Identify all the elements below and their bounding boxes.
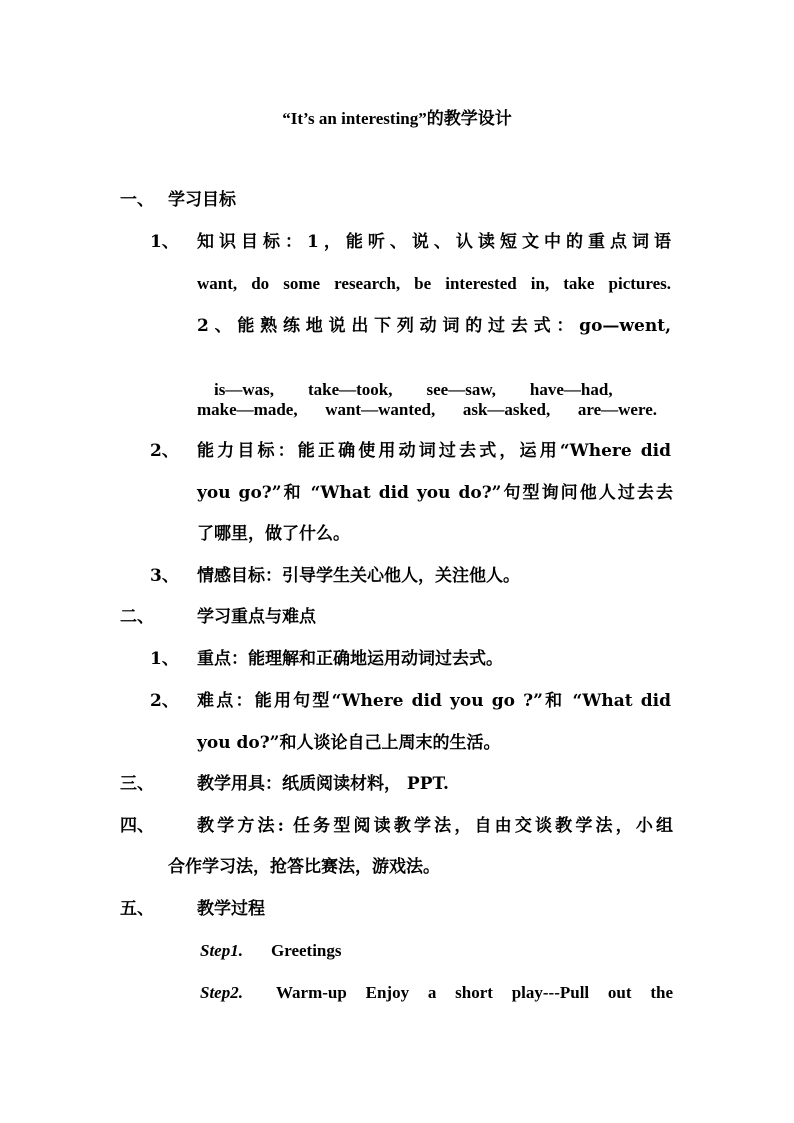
section-3-marker: 三、 [120, 774, 154, 794]
item-1-3-line-1: 情感目标：引导学生关心他人，关注他人。 [197, 566, 520, 586]
step-2-label: Step2. [200, 983, 243, 1002]
section-5-heading: 教学过程 [197, 899, 265, 919]
item-1-2-marker: 2、 [150, 441, 179, 461]
step-2-text: Warm-up Enjoy a short play---Pull out the [276, 983, 673, 1002]
step-1-text: Greetings [271, 941, 342, 960]
item-2-1-line-1: 重点：能理解和正确地运用动词过去式。 [197, 649, 503, 669]
item-1-1-line-3: 2、能熟练地说出下列动词的过去式：go—went, [197, 316, 671, 336]
section-1-heading: 学习目标 [168, 190, 236, 210]
section-2-marker: 二、 [120, 607, 154, 627]
item-1-1-line-2: want, do some research, be interested in, take pictures. [197, 274, 671, 293]
item-1-1-line-4-text: is—was, take—took, see—saw, have—had, [214, 380, 613, 399]
item-2-2-line-1: 难点：能用句型“Where did you go ?”和 “What did [197, 691, 671, 711]
item-1-3-marker: 3、 [150, 566, 179, 586]
section-2-heading: 学习重点与难点 [197, 607, 316, 627]
document-title: “It’s an interesting”的教学设计 [282, 109, 512, 128]
item-2-2-line-2: you do?”和人谈论自己上周末的生活。 [197, 733, 501, 753]
section-1-marker: 一、 [120, 190, 154, 210]
item-1-1-line-1: 知识目标：1，能听、说、认读短文中的重点词语 [197, 232, 671, 252]
section-4-marker: 四、 [120, 816, 154, 836]
section-4-line-2: 合作学习法，抢答比赛法，游戏法。 [168, 857, 440, 877]
section-3-text: 教学用具：纸质阅读材料， PPT. [197, 774, 449, 794]
item-2-2-marker: 2、 [150, 691, 179, 711]
step-1-label: Step1. [200, 941, 243, 960]
item-1-2-line-1: 能力目标：能正确使用动词过去式，运用“Where did [197, 441, 671, 461]
item-1-1-marker: 1、 [150, 232, 179, 252]
item-1-1-line-5: make—made, want—wanted, ask—asked, are—were. [197, 400, 657, 419]
section-4-line-1: 教学方法: 任务型阅读教学法，自由交谈教学法，小组 [197, 816, 673, 836]
item-1-2-line-2: you go?”和 “What did you do?”句型询问他人过去去 [197, 483, 673, 503]
section-5-marker: 五、 [120, 899, 154, 919]
item-1-2-line-3: 了哪里，做了什么。 [197, 524, 350, 544]
item-2-1-marker: 1、 [150, 649, 179, 669]
